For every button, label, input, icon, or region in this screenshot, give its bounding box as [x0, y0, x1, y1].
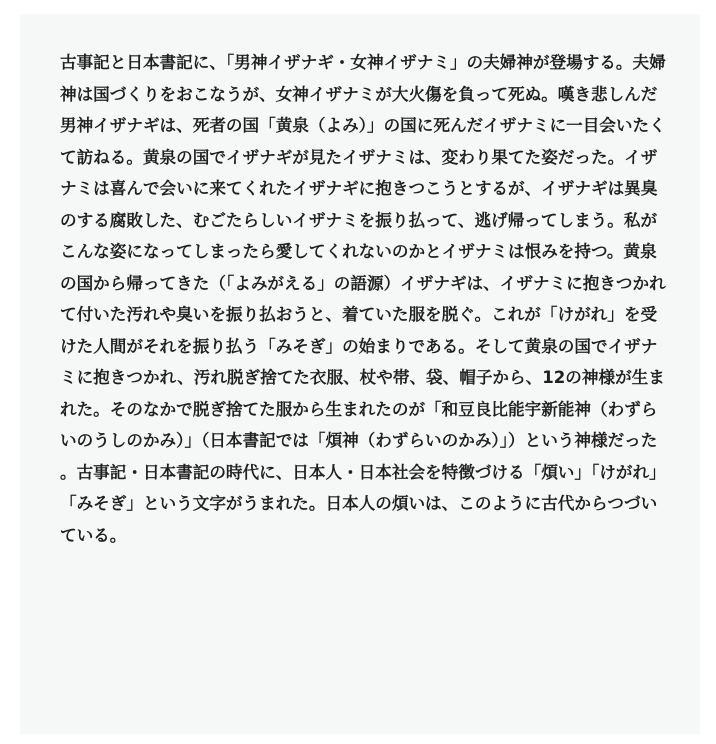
article-paragraph: 古事記と日本書記に、「男神イザナギ・女神イザナミ」の夫婦神が登場する。夫婦神は国づくりをおこなうが、女神イザナミが大火傷を負って死ぬ。嘆き悲しんだ男神イザナギは、死者の国「黄泉（よみ）」の国に死んだイザナミに一目会いたくて訪ねる。黄泉の国でイザナギが見たイザナミは、変わり果てた姿だった。イザナミは喜んで会いに来てくれたイザナギに抱きつこうとするが、イザナギは異臭のする腐敗した、むごたらしいイザナミを振り払って、逃げ帰ってしまう。私がこんな姿になってしまったら愛してくれないのかとイザナミは恨みを持つ。黄泉の国から帰ってきた（「よみがえる」の語源）イザナギは、イザナミに抱きつかれて付いた汚れや臭いを振り払おうと、着ていた服を脱ぐ。これが「けがれ」を受けた人間がそれを振り払う「みそぎ」の始まりである。そして黄泉の国でイザナミに抱きつかれ、汚れ脱ぎ捨てた衣服、杖や帯、袋、帽子から、12の神様が生まれた。そのなかで脱ぎ捨てた服から生まれたのが「和豆良比能宇新能神（わずらいのうしのかみ）」（日本書記では「煩神（わずらいのかみ）」）という神様だった。古事記・日本書記の時代に、日本人・日本社会を特徴づける「煩い」「けがれ」「みそぎ」という文字がうまれた。日本人の煩いは、このように古代からつづいている。: [60, 53, 666, 545]
article-panel: [20, 14, 700, 734]
